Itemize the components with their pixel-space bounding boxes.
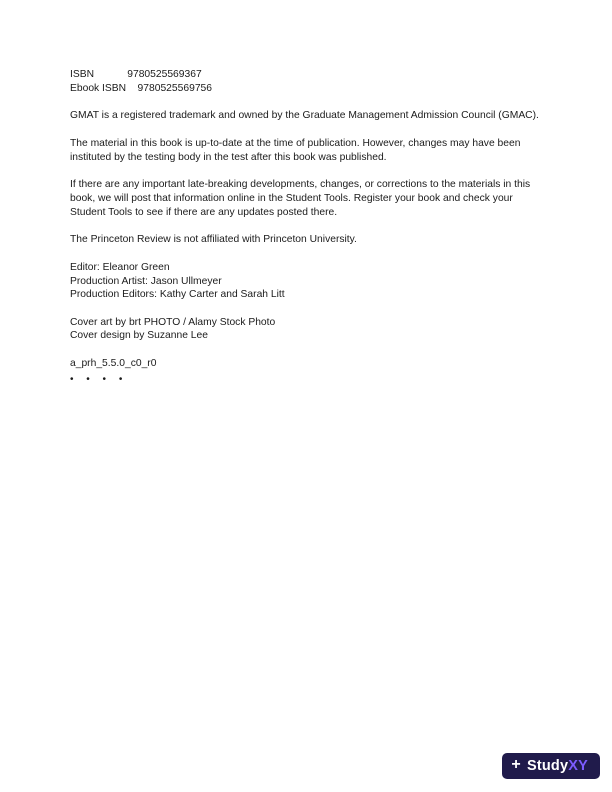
plus-icon: + xyxy=(511,756,521,773)
isbn-block xyxy=(70,68,544,95)
cover-credits-block xyxy=(70,316,544,343)
credit-production-artist: Production Artist: Jason Ullmeyer xyxy=(70,275,222,287)
affiliation-paragraph: The Princeton Review is not affiliated with Princeton University. xyxy=(70,234,357,246)
cover-design-credit: Cover design by Suzanne Lee xyxy=(70,330,208,342)
studyxy-watermark[interactable] xyxy=(502,753,600,779)
updates-paragraph: If there are any important late-breaking developments, changes, or corrections to the materials in this book, we will post that information online in the Student Tools. Register your book and check your Student Tools to see if there are any updates posted there. xyxy=(70,179,531,218)
dot-separator: • • • • xyxy=(70,373,128,385)
credits-block xyxy=(70,261,544,302)
isbn-print-row xyxy=(70,68,544,82)
watermark-brand-accent: XY xyxy=(568,758,588,774)
trademark-paragraph: GMAT is a registered trademark and owned by the Graduate Management Admission Council (GMAC). xyxy=(70,110,539,122)
isbn-ebook-value: 9780525569756 xyxy=(137,82,212,94)
credit-editor: Editor: Eleanor Green xyxy=(70,262,170,274)
watermark-brand-main: Study xyxy=(526,758,569,774)
credit-production-editors: Production Editors: Kathy Carter and Sarah Litt xyxy=(70,289,285,301)
watermark-brand xyxy=(527,758,588,774)
copyright-content xyxy=(70,68,544,385)
isbn-print-value: 9780525569367 xyxy=(127,69,202,80)
isbn-print-label: ISBN xyxy=(70,69,95,80)
isbn-ebook-label: Ebook ISBN xyxy=(70,82,127,94)
build-code: a_prh_5.5.0_c0_r0 xyxy=(70,358,157,370)
isbn-ebook-row xyxy=(70,82,544,96)
currency-paragraph: The material in this book is up-to-date at the time of publication. However, changes may have been instituted by the testing body in the test after this book was published. xyxy=(70,137,521,163)
cover-art-credit: Cover art by brt PHOTO / Alamy Stock Photo xyxy=(70,316,276,328)
